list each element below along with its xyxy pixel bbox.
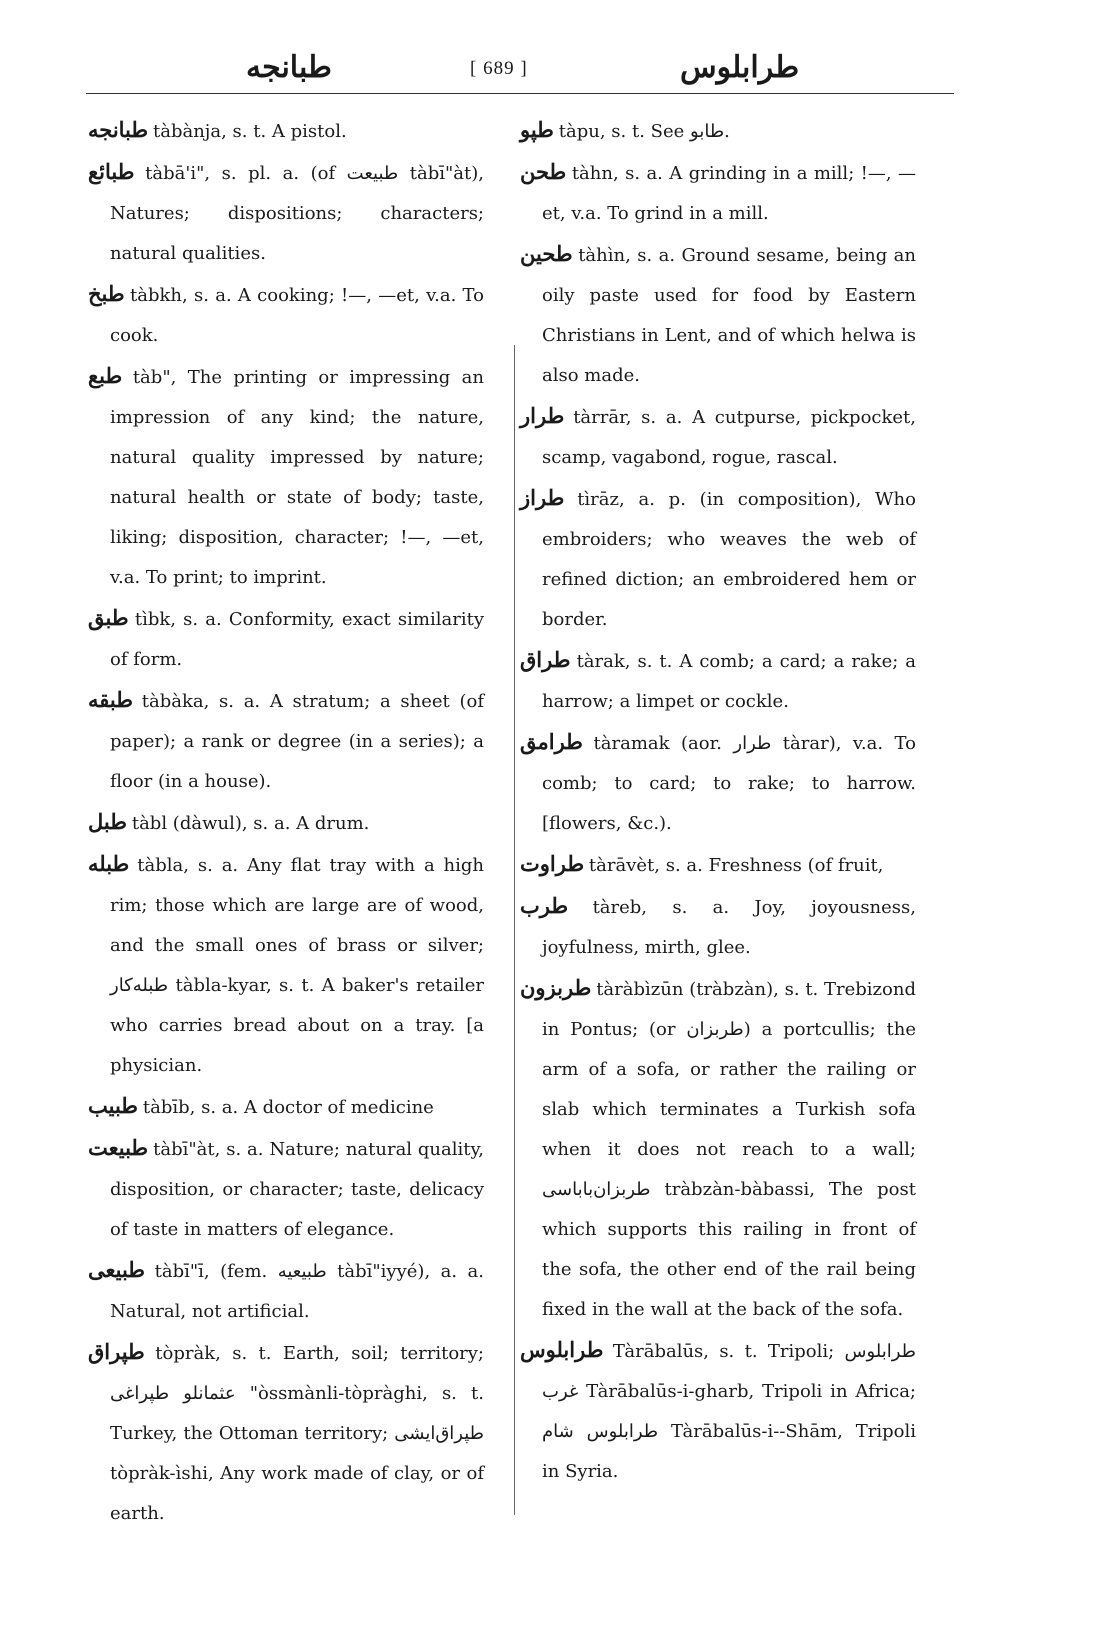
entry-text: tàreb, s. a. Joy, joyousness, joyfulness, mirth, glee. — [542, 897, 917, 958]
dictionary-entry — [88, 844, 484, 1086]
entry-text: tàpu, s. t. See طابو. — [558, 121, 730, 142]
entry-text: tàbàka, s. a. A stratum; a sheet (of paper); a rank or degree (in a series); a floor (in a house). — [110, 691, 484, 792]
entry-text: tàbīb, s. a. A doctor of medicine — [142, 1097, 434, 1118]
arabic-headword: طبله — [88, 852, 130, 876]
dictionary-entry — [88, 680, 484, 802]
dictionary-entry — [520, 396, 916, 478]
dictionary-entry — [520, 640, 916, 722]
entry-text: Tàrābalūs, s. t. Tripoli; طرابلوس غرب Tàrābalūs-i-gharb, Tripoli in Africa; طرابلوس شام Tàrābalūs-i--Shām, Tripoli in Syria. — [542, 1341, 916, 1482]
dictionary-entry — [88, 598, 484, 680]
entry-text: tàhìn, s. a. Ground sesame, being an oily paste used for food by Eastern Christians in Lent, and of which helwa is also made. — [542, 245, 917, 386]
arabic-headword: طراوت — [520, 852, 585, 876]
dictionary-entry — [520, 722, 916, 844]
dictionary-entry — [88, 1332, 484, 1534]
arabic-headword: طبل — [88, 810, 127, 834]
entry-text: tàbī"ī, (fem. طبيعيه tàbī"iyyé), a. a. Natural, not artificial. — [110, 1261, 484, 1322]
arabic-headword: طبيب — [88, 1094, 139, 1118]
left-column — [88, 110, 484, 1534]
arabic-headword: طبائع — [88, 160, 135, 184]
arabic-headword: طبق — [88, 606, 129, 630]
dictionary-entry — [88, 1128, 484, 1250]
arabic-headword: طپراق — [88, 1340, 145, 1364]
dictionary-entry — [520, 478, 916, 640]
entry-text: tàràbìzūn (tràbzàn), s. t. Trebizond in Pontus; (or طربزان) a portcullis; the arm of a sofa, or rather the railing or slab which terminates a Turkish sofa when it does not reach to a wall; طربزان‌باباسى tràbzàn-bàbassi, The post which supports this railing in front of the sofa, the other end of the rail being fixed in the wall at the back of the sofa. — [542, 979, 916, 1320]
arabic-headword: طبقه — [88, 688, 133, 712]
arabic-headword: طحين — [520, 242, 573, 266]
dictionary-entry — [520, 886, 916, 968]
header-left-word: طبانجه — [246, 51, 332, 84]
column-divider — [514, 345, 515, 1515]
entry-text: tàbànja, s. t. A pistol. — [152, 121, 347, 142]
right-column — [520, 110, 916, 1492]
dictionary-entry — [88, 274, 484, 356]
dictionary-entry — [88, 802, 484, 844]
entry-text: tòpràk, s. t. Earth, soil; territory; عثمانلو طپراغى "òssmànli-tòpràghi, s. t. Turkey, the Ottoman territory; طپراق‌ايشى tòpràk-ìshi, Any work made of clay, or of earth. — [110, 1343, 484, 1524]
entry-text: tàramak (aor. طرار tàrar), v.a. To comb; to card; to rake; to harrow. [flowers, &c.). — [542, 733, 916, 834]
entry-text: tàhn, s. a. A grinding in a mill; !—, —et, v.a. To grind in a mill. — [542, 163, 917, 224]
dictionary-entry — [520, 844, 916, 886]
page-number: [ 689 ] — [470, 58, 528, 79]
dictionary-entry — [88, 356, 484, 598]
entry-text: tàbā'i", s. pl. a. (of طبيعت tàbī"àt), Natures; dispositions; characters; natural qualities. — [110, 163, 484, 264]
arabic-headword: طرب — [520, 894, 569, 918]
arabic-headword: طبع — [88, 364, 123, 388]
arabic-headword: طبخ — [88, 282, 125, 306]
entry-text: tàrak, s. t. A comb; a card; a rake; a harrow; a limpet or cockle. — [542, 651, 916, 712]
entry-text: tàbla, s. a. Any flat tray with a high rim; those which are large are of wood, and the small ones of brass or silver; طبله‌كار tàbla-kyar, s. t. A baker's retailer who carries bread about on a tray. [a physician. — [110, 855, 485, 1076]
arabic-headword: طرابلوس — [520, 1338, 604, 1362]
entry-text: tìrāz, a. p. (in composition), Who embroiders; who weaves the web of refined diction; an embroidered hem or border. — [542, 489, 916, 630]
arabic-headword: طراق — [520, 648, 571, 672]
arabic-headword: طرامق — [520, 730, 583, 754]
entry-text: tàrrār, s. a. A cutpurse, pickpocket, scamp, vagabond, rogue, rascal. — [542, 407, 917, 468]
entry-text: tàrāvèt, s. a. Freshness (of fruit, — [588, 855, 884, 876]
header-right-word: طرابلوس — [680, 51, 800, 84]
arabic-headword: طربزون — [520, 976, 592, 1000]
dictionary-entry — [520, 1330, 916, 1492]
arabic-headword: طحن — [520, 160, 567, 184]
dictionary-entry — [520, 234, 916, 396]
entry-text: tàb", The printing or impressing an impression of any kind; the nature, natural quality impressed by nature; natural health or state of body; taste, liking; disposition, character; !—, —et, v.a. To print; to imprint. — [110, 367, 485, 588]
entry-text: tàbl (dàwul), s. a. A drum. — [131, 813, 370, 834]
arabic-headword: طراز — [520, 486, 565, 510]
dictionary-entry — [88, 152, 484, 274]
dictionary-entry — [88, 1086, 484, 1128]
entry-text: tìbk, s. a. Conformity, exact similarity of form. — [110, 609, 484, 670]
arabic-headword: طبانجه — [88, 118, 149, 142]
dictionary-entry — [520, 152, 916, 234]
entry-text: tàbkh, s. a. A cooking; !—, —et, v.a. To cook. — [110, 285, 485, 346]
arabic-headword: طبيعت — [88, 1136, 149, 1160]
entry-text: tàbī"àt, s. a. Nature; natural quality, disposition, or character; taste, delicacy of taste in matters of elegance. — [110, 1139, 485, 1240]
dictionary-entry — [520, 968, 916, 1330]
dictionary-entry — [88, 1250, 484, 1332]
dictionary-entry — [520, 110, 916, 152]
arabic-headword: طبيعى — [88, 1258, 146, 1282]
page-header — [84, 44, 956, 100]
arabic-headword: طپو — [520, 118, 554, 142]
header-rule — [86, 93, 954, 94]
dictionary-entry — [88, 110, 484, 152]
arabic-headword: طرار — [520, 404, 565, 428]
